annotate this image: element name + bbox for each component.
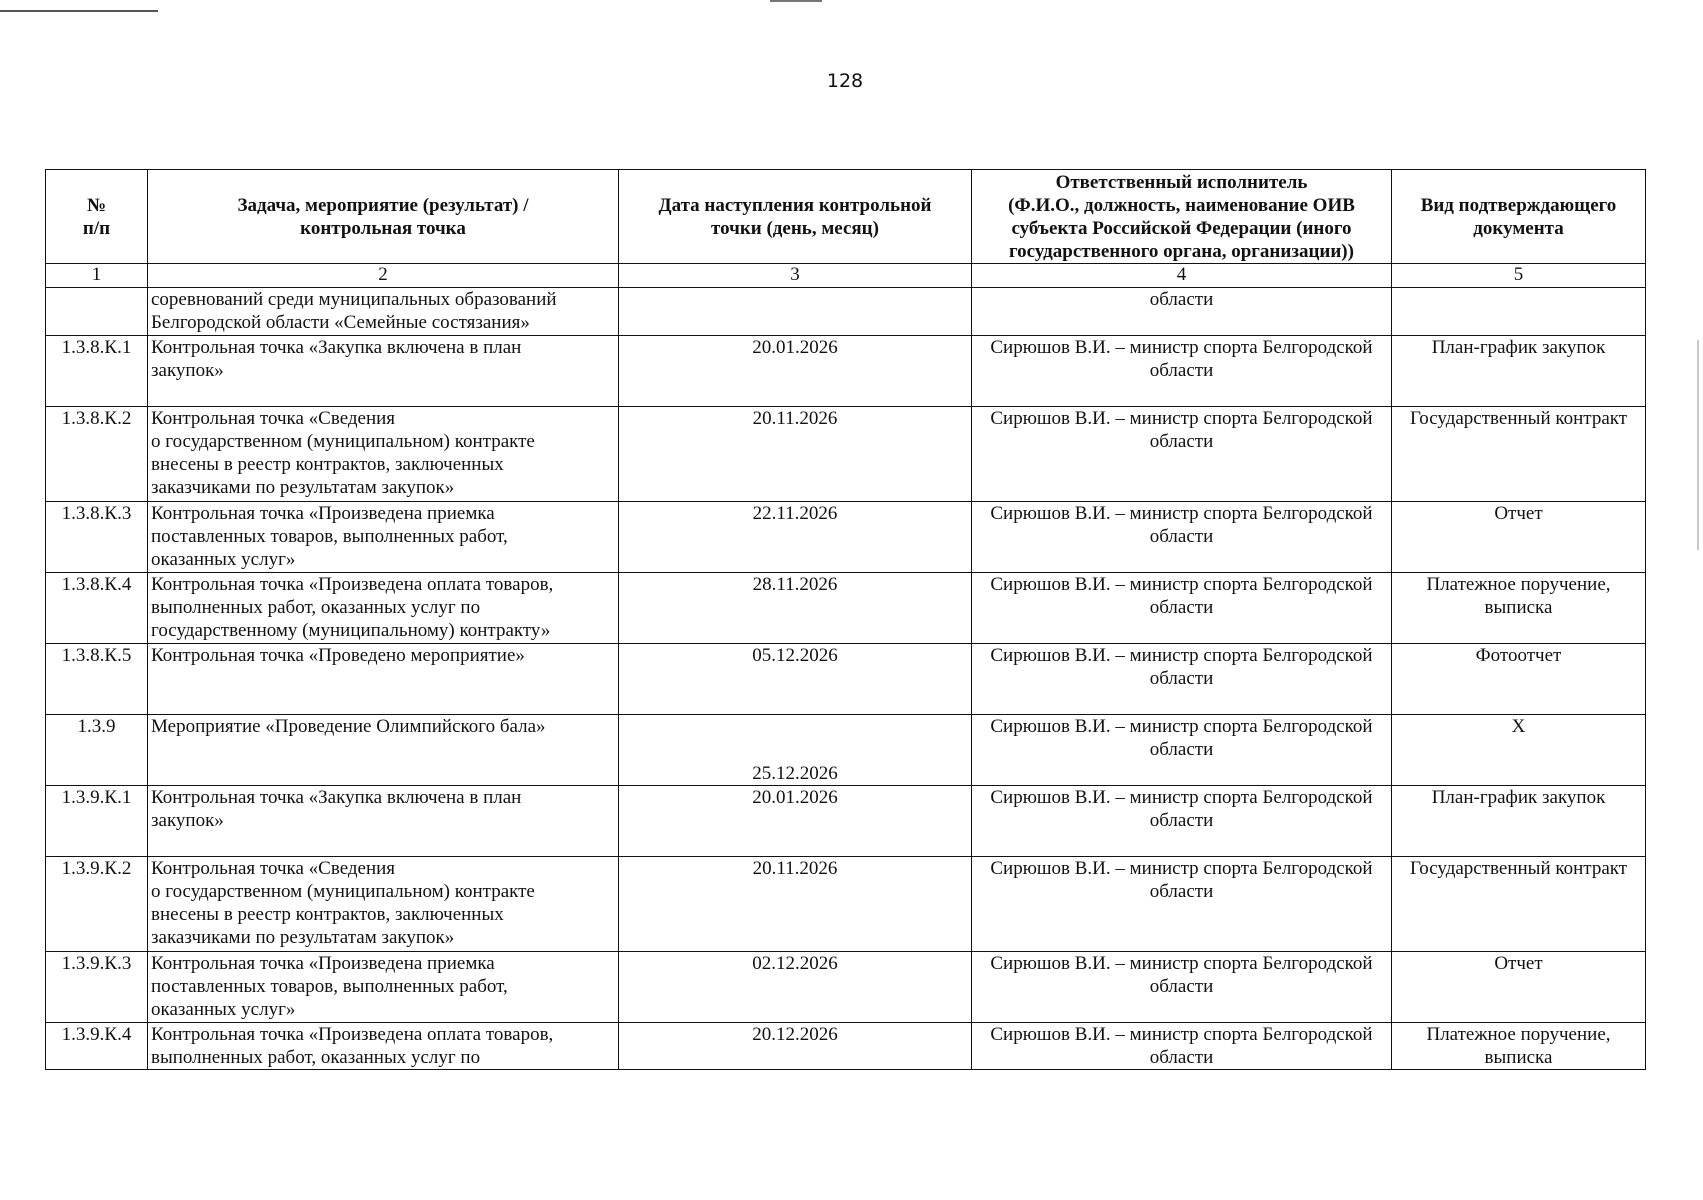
row-responsible: Сирюшов В.И. – министр спорта Белгородской области — [972, 952, 1392, 1023]
row-responsible: Сирюшов В.И. – министр спорта Белгородской области — [972, 336, 1392, 407]
header-date: Дата наступления контрольной точки (день, месяц) — [619, 170, 972, 264]
row-date: 20.11.2026 — [619, 857, 972, 952]
row-date: 20.01.2026 — [619, 786, 972, 857]
table-row — [46, 336, 1646, 407]
row-document: План-график закупок — [1392, 336, 1646, 407]
column-number: 2 — [148, 264, 619, 288]
row-responsible: Сирюшов В.И. – министр спорта Белгородской области — [972, 715, 1392, 786]
row-number: 1.3.8.К.2 — [46, 407, 148, 502]
row-task: Контрольная точка «Произведена оплата товаров, выполненных работ, оказанных услуг по — [148, 1023, 619, 1070]
row-date: 20.12.2026 — [619, 1023, 972, 1070]
table-row — [46, 715, 1646, 786]
row-date — [619, 288, 972, 336]
row-number: 1.3.9.К.4 — [46, 1023, 148, 1070]
table-row — [46, 1023, 1646, 1070]
row-number: 1.3.9.К.3 — [46, 952, 148, 1023]
row-date: 20.11.2026 — [619, 407, 972, 502]
row-document: Государственный контракт — [1392, 407, 1646, 502]
control-points-table — [45, 169, 1646, 1070]
table-row — [46, 407, 1646, 502]
row-document: Отчет — [1392, 502, 1646, 573]
row-task: Контрольная точка «Закупка включена в план закупок» — [148, 336, 619, 407]
row-number: 1.3.8.К.4 — [46, 573, 148, 644]
row-date: 05.12.2026 — [619, 644, 972, 715]
row-task: Мероприятие «Проведение Олимпийского бала» — [148, 715, 619, 786]
table-row — [46, 573, 1646, 644]
row-document: Х — [1392, 715, 1646, 786]
column-number: 5 — [1392, 264, 1646, 288]
row-responsible: Сирюшов В.И. – министр спорта Белгородской области — [972, 502, 1392, 573]
row-number: 1.3.8.К.1 — [46, 336, 148, 407]
row-number: 1.3.9 — [46, 715, 148, 786]
table-row — [46, 288, 1646, 336]
row-responsible: Сирюшов В.И. – министр спорта Белгородской области — [972, 644, 1392, 715]
row-task: Контрольная точка «Проведено мероприятие» — [148, 644, 619, 715]
row-responsible: Сирюшов В.И. – министр спорта Белгородской области — [972, 1023, 1392, 1070]
row-date: 20.01.2026 — [619, 336, 972, 407]
row-document: Платежное поручение, выписка — [1392, 1023, 1646, 1070]
row-responsible: Сирюшов В.И. – министр спорта Белгородской области — [972, 407, 1392, 502]
scan-edge-mark — [1697, 340, 1699, 550]
row-document: План-график закупок — [1392, 786, 1646, 857]
row-document: Отчет — [1392, 952, 1646, 1023]
row-task: соревнований среди муниципальных образований Белгородской области «Семейные состязания» — [148, 288, 619, 336]
row-date: 25.12.2026 — [619, 715, 972, 786]
row-number: 1.3.8.К.3 — [46, 502, 148, 573]
row-document: Фотоотчет — [1392, 644, 1646, 715]
scan-edge-line — [0, 10, 158, 12]
row-task: Контрольная точка «Произведена оплата товаров, выполненных работ, оказанных услуг по государственному (муниципальному) контракту» — [148, 573, 619, 644]
header-responsible: Ответственный исполнитель (Ф.И.О., должность, наименование ОИВ субъекта Российской Федерации (иного государственного органа, организации)) — [972, 170, 1392, 264]
row-task: Контрольная точка «Произведена приемка поставленных товаров, выполненных работ, оказанных услуг» — [148, 502, 619, 573]
column-number-row — [46, 264, 1646, 288]
row-date: 22.11.2026 — [619, 502, 972, 573]
row-responsible: области — [972, 288, 1392, 336]
header-task: Задача, мероприятие (результат) / контрольная точка — [148, 170, 619, 264]
row-document: Государственный контракт — [1392, 857, 1646, 952]
scan-edge-line — [770, 0, 822, 2]
row-date: 02.12.2026 — [619, 952, 972, 1023]
row-number: 1.3.9.К.2 — [46, 857, 148, 952]
row-number: 1.3.8.К.5 — [46, 644, 148, 715]
row-document: Платежное поручение, выписка — [1392, 573, 1646, 644]
page-number: 128 — [826, 70, 864, 92]
column-number: 3 — [619, 264, 972, 288]
row-date: 28.11.2026 — [619, 573, 972, 644]
row-number — [46, 288, 148, 336]
row-responsible: Сирюшов В.И. – министр спорта Белгородской области — [972, 857, 1392, 952]
table-row — [46, 644, 1646, 715]
row-responsible: Сирюшов В.И. – министр спорта Белгородской области — [972, 786, 1392, 857]
row-task: Контрольная точка «Сведения о государственном (муниципальном) контракте внесены в реестр контрактов, заключенных заказчиками по результатам закупок» — [148, 857, 619, 952]
row-number: 1.3.9.К.1 — [46, 786, 148, 857]
header-number: № п/п — [46, 170, 148, 264]
table-row — [46, 786, 1646, 857]
table-row — [46, 502, 1646, 573]
row-document — [1392, 288, 1646, 336]
header-document: Вид подтверждающего документа — [1392, 170, 1646, 264]
row-responsible: Сирюшов В.И. – министр спорта Белгородской области — [972, 573, 1392, 644]
table-header-row — [46, 170, 1646, 264]
row-task: Контрольная точка «Произведена приемка поставленных товаров, выполненных работ, оказанных услуг» — [148, 952, 619, 1023]
table-row — [46, 952, 1646, 1023]
column-number: 1 — [46, 264, 148, 288]
row-task: Контрольная точка «Сведения о государственном (муниципальном) контракте внесены в реестр контрактов, заключенных заказчиками по результатам закупок» — [148, 407, 619, 502]
column-number: 4 — [972, 264, 1392, 288]
row-task: Контрольная точка «Закупка включена в план закупок» — [148, 786, 619, 857]
table-row — [46, 857, 1646, 952]
